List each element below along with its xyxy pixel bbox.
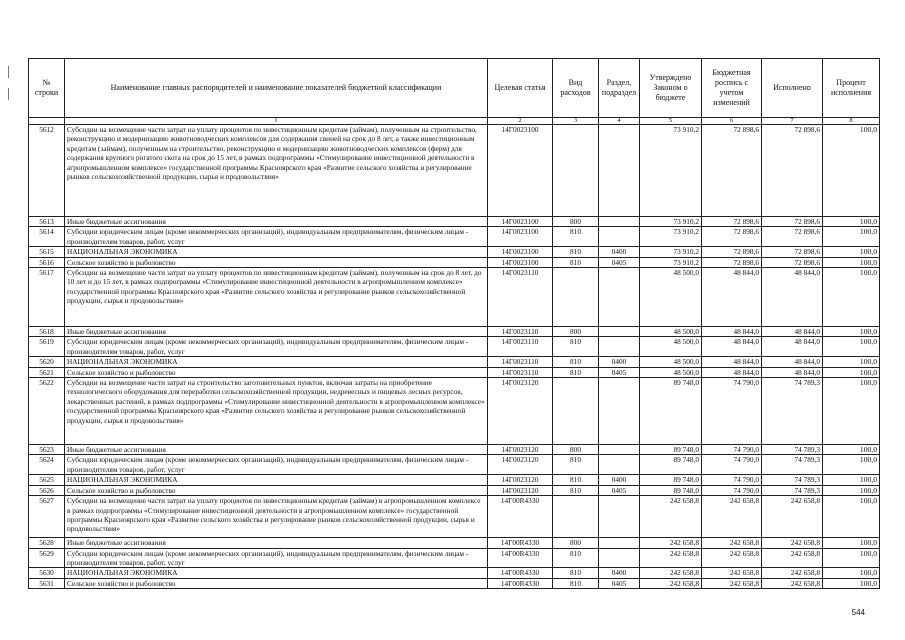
col-header-approved: Утверждено Законом о бюджете: [640, 59, 702, 118]
row-article: 14Г0023120: [488, 445, 553, 455]
row-name: Иные бюджетные ассигнования: [65, 445, 488, 455]
row-article: 14Г0023120: [488, 475, 553, 485]
row-section: 0400: [599, 475, 640, 485]
row-name: Субсидии юридическим лицам (кроме некоммерческих организаций), индивидуальным предпринимателям, физическим лицам - производителям товаров, работ, услуг: [65, 337, 488, 357]
table-row: [29, 475, 880, 485]
row-approved: 48 500,0: [640, 357, 702, 367]
row-kind: 810: [553, 455, 599, 475]
row-approved: 48 500,0: [640, 367, 702, 377]
row-budget: 48 844,0: [702, 268, 762, 327]
row-section: [599, 327, 640, 337]
table-row: [29, 125, 880, 217]
row-article: 14Г0023100: [488, 227, 553, 247]
row-executed: 72 898,6: [762, 217, 823, 227]
row-percent: 100,0: [823, 568, 880, 578]
row-budget: 242 658,8: [702, 538, 762, 548]
row-executed: 242 658,8: [762, 578, 823, 588]
row-name: Субсидии юридическим лицам (кроме некоммерческих организаций), индивидуальным предпринимателям, физическим лицам - производителям товаров, работ, услуг: [65, 548, 488, 568]
row-percent: 100,0: [823, 327, 880, 337]
row-section: [599, 496, 640, 538]
row-percent: 100,0: [823, 538, 880, 548]
row-executed: 48 844,0: [762, 268, 823, 327]
row-number: 5614: [29, 227, 65, 247]
row-article: 14Г00R4330: [488, 568, 553, 578]
row-name: Сельское хозяйство и рыболовство: [65, 578, 488, 588]
row-budget: 74 790,0: [702, 485, 762, 495]
row-section: 0400: [599, 357, 640, 367]
column-number: 3: [553, 118, 599, 125]
row-percent: 100,0: [823, 125, 880, 217]
col-header-kind: Вид расходов: [553, 59, 599, 118]
table-row: [29, 568, 880, 578]
row-budget: 72 898,6: [702, 247, 762, 257]
row-approved: 89 748,0: [640, 378, 702, 445]
row-budget: 242 658,8: [702, 578, 762, 588]
row-budget: 72 898,6: [702, 217, 762, 227]
row-name: Субсидии на возмещение части затрат на уплату процентов по инвестиционным кредитам (займам), полученным на строительство, реконструкцию и модернизацию животноводческих комплексов для содержания свиней на срок до 8 лет, а также инвестиционным кредитам (займам), полученным на строительство, реконструкцию и модернизацию животноводческих комплексов (ферм) для содержания крупного рогатого скота на срок до 15 лет, в рамках подпрограммы «Стимулирование инвестиционной деятельности в агропромышленном комплексе» государственной программы Красноярского края «Развитие сельского хозяйства и регулирование рынков сельскохозяйственной продукции, сырья и продовольствия»: [65, 125, 488, 217]
row-approved: 48 500,0: [640, 337, 702, 357]
table-row: [29, 227, 880, 247]
row-kind: [553, 268, 599, 327]
row-percent: 100,0: [823, 548, 880, 568]
row-approved: 242 658,8: [640, 578, 702, 588]
row-budget: 48 844,0: [702, 357, 762, 367]
row-executed: 242 658,8: [762, 496, 823, 538]
row-budget: 74 790,0: [702, 445, 762, 455]
row-kind: 810: [553, 357, 599, 367]
row-article: 14Г0023110: [488, 357, 553, 367]
row-percent: 100,0: [823, 367, 880, 377]
row-approved: 242 658,8: [640, 548, 702, 568]
row-article: 14Г0023100: [488, 217, 553, 227]
row-kind: 810: [553, 578, 599, 588]
row-budget: 48 844,0: [702, 337, 762, 357]
row-number: 5625: [29, 475, 65, 485]
row-section: 0405: [599, 257, 640, 267]
row-article: 14Г0023120: [488, 485, 553, 495]
row-percent: 100,0: [823, 445, 880, 455]
row-kind: 810: [553, 247, 599, 257]
row-budget: 48 844,0: [702, 367, 762, 377]
row-percent: 100,0: [823, 257, 880, 267]
row-section: [599, 445, 640, 455]
row-name: Субсидии на возмещение части затрат на уплату процентов по инвестиционным кредитам (займам), полученным на срок до 8 лет, до 10 лет и до 15 лет, в рамках подпрограммы «Стимулирование инвестиционной деятельности в агропромышленном комплексе» государственной программы Красноярского края «Развитие сельского хозяйства и регулирование рынков сельскохозяйственной продукции, сырья и продовольствия»: [65, 268, 488, 327]
row-approved: 89 748,0: [640, 475, 702, 485]
table-header-row: [29, 59, 880, 118]
row-kind: 800: [553, 445, 599, 455]
col-header-section: Раздел, подраздел: [599, 59, 640, 118]
row-executed: 48 844,0: [762, 367, 823, 377]
row-kind: [553, 496, 599, 538]
row-number: 5620: [29, 357, 65, 367]
row-executed: 48 844,0: [762, 337, 823, 357]
row-section: 0400: [599, 247, 640, 257]
row-article: 14Г0023110: [488, 268, 553, 327]
row-number: 5630: [29, 568, 65, 578]
row-approved: 89 748,0: [640, 485, 702, 495]
row-executed: 242 658,8: [762, 538, 823, 548]
table-row: [29, 445, 880, 455]
row-executed: 242 658,8: [762, 548, 823, 568]
row-approved: 73 910,2: [640, 125, 702, 217]
row-number: 5624: [29, 455, 65, 475]
row-kind: 810: [553, 227, 599, 247]
binding-mark: [8, 66, 9, 78]
row-percent: 100,0: [823, 217, 880, 227]
row-executed: 74 789,3: [762, 475, 823, 485]
row-percent: 100,0: [823, 227, 880, 247]
row-name: Иные бюджетные ассигнования: [65, 327, 488, 337]
row-article: 14Г0023120: [488, 455, 553, 475]
row-number: 5613: [29, 217, 65, 227]
row-name: НАЦИОНАЛЬНАЯ ЭКОНОМИКА: [65, 357, 488, 367]
table-row: [29, 268, 880, 327]
column-number: 1: [65, 118, 488, 125]
row-number: 5615: [29, 247, 65, 257]
table-row: [29, 247, 880, 257]
row-number: 5616: [29, 257, 65, 267]
column-numbers-row: [29, 118, 880, 125]
row-section: [599, 548, 640, 568]
table-row: [29, 496, 880, 538]
row-name: НАЦИОНАЛЬНАЯ ЭКОНОМИКА: [65, 475, 488, 485]
row-percent: 100,0: [823, 337, 880, 357]
row-number: 5621: [29, 367, 65, 377]
row-executed: 48 844,0: [762, 357, 823, 367]
row-approved: 73 910,2: [640, 227, 702, 247]
row-percent: 100,0: [823, 268, 880, 327]
row-budget: 72 898,6: [702, 125, 762, 217]
row-article: 14Г00R4330: [488, 496, 553, 538]
table-row: [29, 455, 880, 475]
row-kind: 810: [553, 367, 599, 377]
table-row: [29, 337, 880, 357]
row-name: Сельское хозяйство и рыболовство: [65, 257, 488, 267]
row-percent: 100,0: [823, 485, 880, 495]
row-section: 0400: [599, 568, 640, 578]
column-number: 5: [640, 118, 702, 125]
row-percent: 100,0: [823, 578, 880, 588]
budget-execution-table: [28, 58, 880, 589]
row-approved: 89 748,0: [640, 455, 702, 475]
row-executed: 74 789,3: [762, 445, 823, 455]
row-percent: 100,0: [823, 247, 880, 257]
row-article: 14Г0023110: [488, 367, 553, 377]
table-row: [29, 367, 880, 377]
row-percent: 100,0: [823, 496, 880, 538]
row-name: Сельское хозяйство и рыболовство: [65, 367, 488, 377]
row-budget: 72 898,6: [702, 227, 762, 247]
row-approved: 73 910,2: [640, 257, 702, 267]
row-kind: [553, 125, 599, 217]
table-row: [29, 378, 880, 445]
col-header-name: Наименование главных распорядителей и наименование показателей бюджетной классификации: [65, 59, 488, 118]
row-name: Сельское хозяйство и рыболовство: [65, 485, 488, 495]
col-header-percent: Процент исполнения: [823, 59, 880, 118]
row-name: Субсидии юридическим лицам (кроме некоммерческих организаций), индивидуальным предпринимателям, физическим лицам - производителям товаров, работ, услуг: [65, 455, 488, 475]
column-number: 8: [823, 118, 880, 125]
row-approved: 242 658,8: [640, 496, 702, 538]
row-article: 14Г0023100: [488, 125, 553, 217]
col-header-article: Целевая статья: [488, 59, 553, 118]
column-number: 4: [599, 118, 640, 125]
row-name: Иные бюджетные ассигнования: [65, 538, 488, 548]
row-section: [599, 217, 640, 227]
row-percent: 100,0: [823, 378, 880, 445]
row-number: 5618: [29, 327, 65, 337]
row-article: 14Г00R4330: [488, 578, 553, 588]
row-kind: 810: [553, 568, 599, 578]
row-executed: 72 898,6: [762, 227, 823, 247]
row-percent: 100,0: [823, 475, 880, 485]
row-article: 14Г0023100: [488, 247, 553, 257]
row-kind: 810: [553, 475, 599, 485]
column-number: [29, 118, 65, 125]
row-budget: 74 790,0: [702, 455, 762, 475]
table-row: [29, 217, 880, 227]
row-number: 5627: [29, 496, 65, 538]
row-article: 14Г0023110: [488, 327, 553, 337]
row-kind: 800: [553, 217, 599, 227]
col-header-executed: Исполнено: [762, 59, 823, 118]
row-name: НАЦИОНАЛЬНАЯ ЭКОНОМИКА: [65, 568, 488, 578]
row-number: 5619: [29, 337, 65, 357]
table-row: [29, 548, 880, 568]
row-section: [599, 227, 640, 247]
row-budget: 242 658,8: [702, 568, 762, 578]
table-row: [29, 257, 880, 267]
row-kind: [553, 378, 599, 445]
row-section: 0405: [599, 367, 640, 377]
row-name: Субсидии юридическим лицам (кроме некоммерческих организаций), индивидуальным предпринимателям, физическим лицам - производителям товаров, работ, услуг: [65, 227, 488, 247]
row-article: 14Г00R4330: [488, 548, 553, 568]
row-kind: 810: [553, 257, 599, 267]
row-name: НАЦИОНАЛЬНАЯ ЭКОНОМИКА: [65, 247, 488, 257]
row-number: 5617: [29, 268, 65, 327]
row-number: 5612: [29, 125, 65, 217]
row-approved: 242 658,8: [640, 568, 702, 578]
row-executed: 72 898,6: [762, 257, 823, 267]
row-percent: 100,0: [823, 455, 880, 475]
binding-mark: [8, 88, 9, 100]
row-section: 0405: [599, 485, 640, 495]
row-number: 5631: [29, 578, 65, 588]
row-number: 5629: [29, 548, 65, 568]
page-number: 544: [851, 608, 865, 617]
table-row: [29, 327, 880, 337]
row-section: [599, 125, 640, 217]
row-number: 5628: [29, 538, 65, 548]
row-approved: 48 500,0: [640, 268, 702, 327]
row-budget: 74 790,0: [702, 378, 762, 445]
row-budget: 242 658,8: [702, 548, 762, 568]
row-executed: 48 844,0: [762, 327, 823, 337]
row-percent: 100,0: [823, 357, 880, 367]
column-number: 7: [762, 118, 823, 125]
row-executed: 74 789,3: [762, 378, 823, 445]
row-budget: 242 658,8: [702, 496, 762, 538]
row-section: [599, 455, 640, 475]
table-body: [29, 125, 880, 589]
row-number: 5622: [29, 378, 65, 445]
row-approved: 48 500,0: [640, 327, 702, 337]
row-article: 14Г0023120: [488, 378, 553, 445]
row-budget: 72 898,6: [702, 257, 762, 267]
column-number: 2: [488, 118, 553, 125]
row-kind: 810: [553, 337, 599, 357]
row-section: [599, 268, 640, 327]
row-executed: 74 789,3: [762, 455, 823, 475]
row-executed: 74 789,3: [762, 485, 823, 495]
table-row: [29, 578, 880, 588]
row-executed: 242 658,8: [762, 568, 823, 578]
row-kind: 800: [553, 327, 599, 337]
row-number: 5626: [29, 485, 65, 495]
row-approved: 73 910,2: [640, 247, 702, 257]
row-article: 14Г0023100: [488, 257, 553, 267]
row-executed: 72 898,6: [762, 247, 823, 257]
row-number: 5623: [29, 445, 65, 455]
row-approved: 242 658,8: [640, 538, 702, 548]
row-executed: 72 898,6: [762, 125, 823, 217]
row-article: 14Г00R4330: [488, 538, 553, 548]
row-section: 0405: [599, 578, 640, 588]
row-section: [599, 378, 640, 445]
table-row: [29, 538, 880, 548]
column-number: 6: [702, 118, 762, 125]
row-kind: 810: [553, 485, 599, 495]
row-approved: 73 910,2: [640, 217, 702, 227]
row-section: [599, 337, 640, 357]
row-budget: 48 844,0: [702, 327, 762, 337]
row-name: Субсидии на возмещение части затрат на уплату процентов по инвестиционным кредитам (займам) в агропромышленном комплексе в рамках подпрограммы «Стимулирование инвестиционной деятельности в агропромышленном комплексе» государственной программы Красноярского края «Развитие сельского хозяйства и регулирование рынков сельскохозяйственной продукции, сырья и продовольствия»: [65, 496, 488, 538]
row-article: 14Г0023110: [488, 337, 553, 357]
row-approved: 89 748,0: [640, 445, 702, 455]
col-header-num: № строки: [29, 59, 65, 118]
row-kind: 800: [553, 538, 599, 548]
row-kind: 810: [553, 548, 599, 568]
table-row: [29, 485, 880, 495]
table-row: [29, 357, 880, 367]
row-budget: 74 790,0: [702, 475, 762, 485]
row-section: [599, 538, 640, 548]
row-name: Субсидии на возмещение части затрат на строительство заготовительных пунктов, включая затраты на приобретение технологического оборудования для переработки сельскохозяйственной продукции, недревесных и пищевых лесных ресурсов, лекарственных растений, в рамках подпрограммы «Стимулирование инвестиционной деятельности в агропромышленном комплексе» государственной программы Красноярского края «Развитие сельского хозяйства и регулирование рынков сельскохозяйственной продукции, сырья и продовольствия»: [65, 378, 488, 445]
col-header-budget: Бюджетная роспись с учетом изменений: [702, 59, 762, 118]
row-name: Иные бюджетные ассигнования: [65, 217, 488, 227]
